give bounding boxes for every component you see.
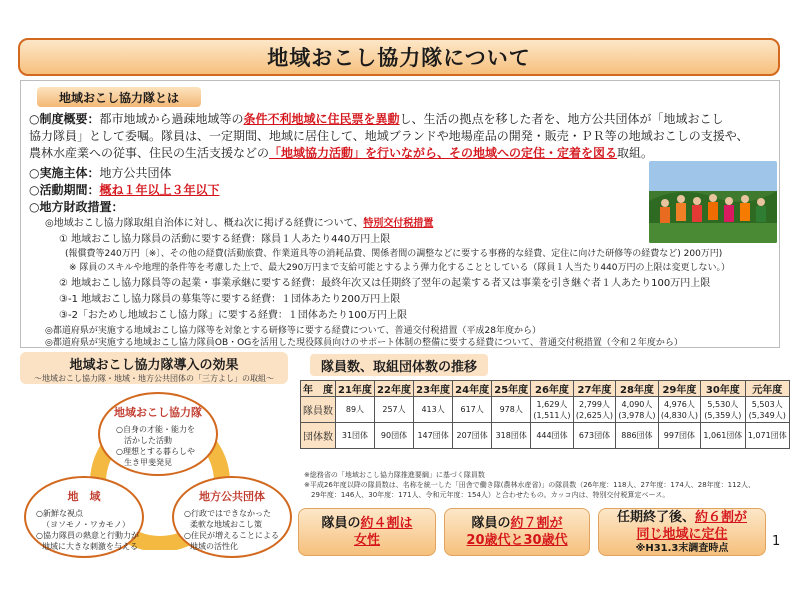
callout-settle-a: 任期終了後、 xyxy=(616,510,695,525)
period-line: ○活動期間：概ね１年以上３年以下 xyxy=(29,183,220,197)
members-cell: 978人 xyxy=(492,397,531,423)
year-header: 21年度 xyxy=(335,381,374,397)
members-cell: 413人 xyxy=(414,397,453,423)
actor-line: ○実施主体：地方公共団体 xyxy=(29,166,172,180)
pref-measure-1: ◎都道府県が実施する地域おこし協力隊等を対象とする研修等に要する経費について、普通交付税措置（平成28年度から） xyxy=(45,326,541,336)
chiiki-point-2b: 地域に大きな刺激を与える xyxy=(42,542,138,551)
kokyo-point-1: ○行政ではできなかった xyxy=(184,509,271,518)
callout-female-b: 女性 xyxy=(353,533,380,548)
overview-line-3: 農林水産業への従事、住民の生活支援などの「地域協力活動」を行いながら、その地域への定住・定着を図る取組。 xyxy=(29,146,654,160)
groups-cell: 1,061団体 xyxy=(701,423,745,449)
intro-box xyxy=(20,80,780,348)
members-cell: 1,629人 (1,511人) xyxy=(531,397,573,423)
callout-female xyxy=(298,508,436,556)
overview-line-2: 協力隊員」として委嘱。隊員は、一定期間、地域に居住して、地域ブランドや地場産品の開発・販売・ＰＲ等の地域おこしの支援や、 xyxy=(29,129,749,143)
circle-kyoryokutai-title: 地域おこし協力隊 xyxy=(114,406,202,419)
circle-kokyo-title: 地方公共団体 xyxy=(199,490,265,503)
members-cell: 4,090人 (3,978人) xyxy=(616,397,658,423)
trend-members-row xyxy=(301,397,790,423)
chiiki-point-1: ○新鮮な視点 xyxy=(36,509,83,518)
circle-kyoryokutai xyxy=(98,392,218,476)
kyoryokutai-point-1: ○自身の才能・能力を xyxy=(116,425,195,434)
finance-label: ○地方財政措置： xyxy=(29,200,124,214)
section-tag: 地域おこし協力隊とは xyxy=(37,87,201,107)
year-header: 24年度 xyxy=(453,381,492,397)
groups-cell: 31団体 xyxy=(335,423,374,449)
trend-note-3: 29年度：146人、30年度：171人、令和元年度：154人）と合わせたもの。カッコ内は、特別交付税算定ベース。 xyxy=(304,491,670,499)
page-title: 地域おこし協力隊について xyxy=(267,46,531,70)
kyoryokutai-point-2: ○理想とする暮らしや xyxy=(116,447,195,456)
trend-note-1: ※総務省の「地域おこし協力隊推進要綱」に基づく隊員数 xyxy=(304,471,485,479)
callout-female-a: 隊員の xyxy=(321,516,361,531)
chiiki-point-2: ○協力隊員の熱意と行動力が xyxy=(36,531,139,540)
year-header: 元年度 xyxy=(745,381,789,397)
trend-notes xyxy=(304,470,790,500)
year-header: 23年度 xyxy=(414,381,453,397)
groups-row-label: 団体数 xyxy=(301,423,336,449)
callout-settle-hl: 約６割が xyxy=(695,510,748,525)
effect-title: 地域おこし協力隊導入の効果 xyxy=(69,358,239,373)
members-row-label: 隊員数 xyxy=(301,397,336,423)
groups-cell: 207団体 xyxy=(453,423,492,449)
groups-cell: 318団体 xyxy=(492,423,531,449)
year-header: 22年度 xyxy=(374,381,413,397)
year-header-label: 年 度 xyxy=(301,381,336,397)
members-cell: 617人 xyxy=(453,397,492,423)
circle-chiiki-title: 地 域 xyxy=(67,490,101,503)
callout-age-a: 隊員の xyxy=(471,516,511,531)
finance-item-1: ① 地域おこし協力隊員の活動に要する経費：隊員１人あたり440万円上限 xyxy=(59,234,391,245)
chiiki-point-1b: （ヨソモノ・ワカモノ） xyxy=(42,520,130,529)
finance-item-3-1: ③-1 地域おこし協力隊員の募集等に要する経費：１団体あたり200万円上限 xyxy=(59,294,401,305)
members-cell: 5,503人 (5,349人) xyxy=(745,397,789,423)
page-number: 1 xyxy=(772,534,781,549)
overview-line-1: ○制度概要：都市地域から過疎地域等の条件不利地域に住民票を異動し、生活の拠点を移した者を、地方公共団体が「地域おこし xyxy=(29,112,724,126)
trend-table xyxy=(300,380,790,449)
callout-age xyxy=(444,508,590,556)
year-header: 30年度 xyxy=(701,381,745,397)
finance-item-1-note: ※ 隊員のスキルや地理的条件等を考慮した上で、最大290万円まで支給可能とするよう弾力化することとしている（隊員１人当たり440万円の上限は変更しない。） xyxy=(69,263,730,273)
kyoryokutai-point-1b: 活かした活動 xyxy=(124,436,172,445)
finance-item-2: ② 地域おこし協力隊員等の起業・事業承継に要する経費：最終年次又は任期終了翌年の起業する者又は事業を引き継ぐ者１人あたり100万円上限 xyxy=(59,278,711,289)
members-cell: 257人 xyxy=(374,397,413,423)
groups-cell: 673団体 xyxy=(573,423,615,449)
trend-title: 隊員数、取組団体数の推移 xyxy=(310,354,488,376)
members-cell: 4,976人 (4,830人) xyxy=(658,397,700,423)
circle-chiiki xyxy=(24,476,144,558)
year-header: 29年度 xyxy=(658,381,700,397)
finance-item-3-2: ③-2「おためし地域おこし協力隊」に要する経費：１団体あたり100万円上限 xyxy=(59,310,408,321)
callout-settle-note: ※H31.3末調査時点 xyxy=(635,543,729,554)
year-header: 26年度 xyxy=(531,381,573,397)
kokyo-point-1b: 柔軟な地域おこし策 xyxy=(190,520,262,529)
groups-cell: 90団体 xyxy=(374,423,413,449)
callout-female-hl: 約４割は xyxy=(360,516,413,531)
kokyo-point-2b: 地域の活性化 xyxy=(190,542,238,551)
trend-note-2: ※平成26年度以降の隊員数は、名称を統一した「田舎で働き隊(農林水産省)」の隊員数（26年度：118人、27年度：174人、28年度：112人、 xyxy=(304,481,756,489)
finance-lead: ◎地域おこし協力隊取組自治体に対し、概ね次に掲げる経費について、特別交付税措置 xyxy=(45,218,434,229)
groups-cell: 886団体 xyxy=(616,423,658,449)
groups-cell: 997団体 xyxy=(658,423,700,449)
callout-age-b: 20歳代と30歳代 xyxy=(466,533,568,548)
finance-item-1-detail: (報償費等240万円〔※〕、その他の経費(活動旅費、作業道具等の消耗品費、関係者間の調整などに要する事務的な経費、定住に向けた研修等の経費など) 200万円) xyxy=(65,249,723,259)
effect-title-box xyxy=(20,352,288,384)
effect-subtitle: ～地域おこし協力隊・地域・地方公共団体の「三方よし」の取組～ xyxy=(34,374,274,383)
callout-settle-b: 同じ地域に定住 xyxy=(636,527,728,542)
callout-settle xyxy=(598,508,766,556)
groups-cell: 147団体 xyxy=(414,423,453,449)
circle-kokyo xyxy=(172,476,292,558)
year-header: 25年度 xyxy=(492,381,531,397)
title-bar xyxy=(18,38,780,76)
kokyo-point-2: ○住民が増えることによる xyxy=(184,531,279,540)
kyoryokutai-point-2b: 生き甲斐発見 xyxy=(124,458,172,467)
pref-measure-2: ◎都道府県が実施する地域おこし協力隊員OB・OGを活用した現役隊員向けのサポート体制の整備に要する経費について、普通交付税措置（令和２年度から） xyxy=(45,338,683,348)
members-cell: 2,799人 (2,625人) xyxy=(573,397,615,423)
groups-cell: 1,071団体 xyxy=(745,423,789,449)
callout-age-hl: 約７割が xyxy=(510,516,563,531)
members-cell: 5,530人 (5,359人) xyxy=(701,397,745,423)
year-header: 28年度 xyxy=(616,381,658,397)
members-cell: 89人 xyxy=(335,397,374,423)
year-header: 27年度 xyxy=(573,381,615,397)
volunteers-photo xyxy=(649,161,777,243)
trend-header-row xyxy=(301,381,790,397)
groups-cell: 444団体 xyxy=(531,423,573,449)
trend-groups-row xyxy=(301,423,790,449)
